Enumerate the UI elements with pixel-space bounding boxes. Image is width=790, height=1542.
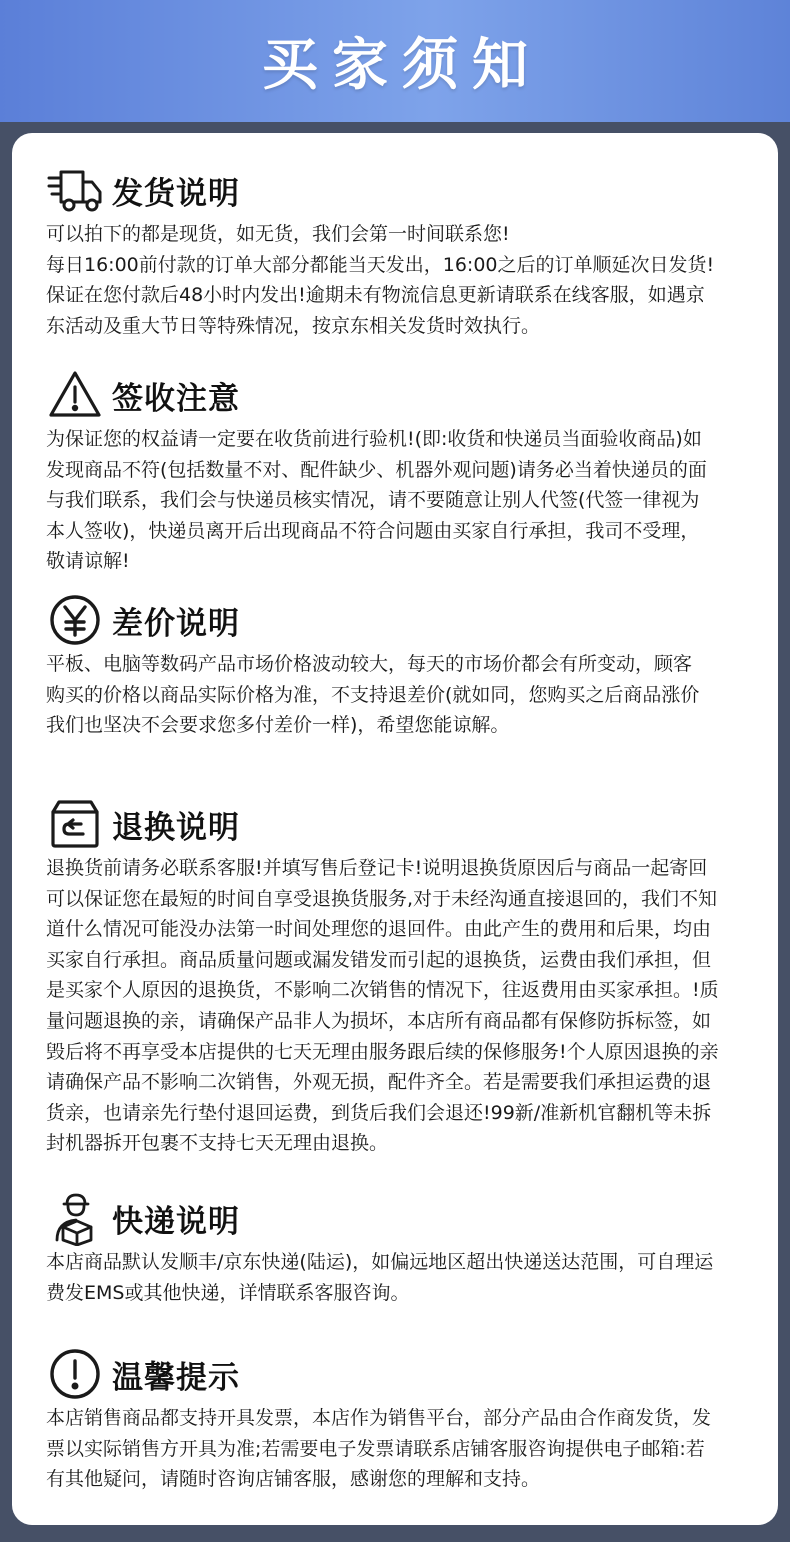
section-header: [46, 591, 774, 649]
page-title: 买家须知: [262, 33, 542, 98]
section-title: 签收注意: [112, 380, 240, 417]
section-header: [46, 1345, 774, 1403]
section-body: 为保证您的权益请一定要在收货前进行验机!(即:收货和快递员当面验收商品)如 发现商品不符(包括数量不对、配件缺少、机器外观问题)请务必当着快递员的面 与我们联系，我们会与快递员核实情况，请不要随意让别人代签(代签一律视为 本人签收)，快递员离开后出现商品不符合问题由买家自行承担，我司不受理， 敬请谅解!: [46, 428, 707, 573]
section-body: 本店销售商品都支持开具发票，本店作为销售平台，部分产品由合作商发货，发 票以实际销售方开具为准;若需要电子发票请联系店铺客服咨询提供电子邮箱:若 有其他疑问，请随时咨询店铺客服，感谢您的理解和支持。: [46, 1407, 712, 1491]
section-body: 平板、电脑等数码产品市场价格波动较大，每天的市场价都会有所变动，顾客 购买的价格以商品实际价格为准，不支持退差价(就如同，您购买之后商品涨价 我们也坚决不会要求您多付差价一样)，希望您能谅解。: [46, 653, 700, 737]
section-body: 本店商品默认发顺丰/京东快递(陆运)，如偏远地区超出快递送达范围，可自理运 费发EMS或其他快递，详情联系客服咨询。: [46, 1251, 714, 1304]
section-title: 发货说明: [112, 175, 240, 212]
section-signing: [46, 366, 774, 577]
section-body: 退换货前请务必联系客服!并填写售后登记卡!说明退换货原因后与商品一起寄回 可以保证您在最短的时间自享受退换货服务,对于未经沟通直接退回的，我们不知 道什么情况可能没办法第一时间处理您的退回件。由此产生的费用和后果，均由 买家自行承担。商品质量问题或漏发错发而引起的退换货，运费由我们承担，但 是买家个人原因的退换货，不影响二次销售的情况下，往返费用由买家承担。!质 量问题退换的亲，请确保产品非人为损坏，本店所有商品都有保修防拆标签，如 毁后将不再享受本店提供的七天无理由服务跟后续的保修服务!个人原因退换的亲 请确保产品不影响二次销售，外观无损，配件齐全。若是需要我们承担运费的退 货亲，也请亲先行垫付退回运费，到货后我们会退还!99新/准新机官翻机等未拆 封机器拆开包裹不支持七天无理由退换。: [46, 857, 719, 1155]
section-body: 可以拍下的都是现货，如无货，我们会第一时间联系您! 每日16:00前付款的订单大部分都能当天发出，16:00之后的订单顺延次日发货! 保证在您付款后48小时内发出!逾期未有物流信息更新请联系在线客服，如遇京 东活动及重大节日等特殊情况，按京东相关发货时效执行。: [46, 223, 715, 337]
section-title: 温馨提示: [112, 1359, 240, 1396]
header-banner: [0, 0, 790, 122]
yen-coin-icon: [46, 591, 104, 649]
section-header: [46, 366, 774, 424]
section-header: [46, 795, 774, 853]
delivery-truck-icon: [46, 161, 104, 219]
return-box-icon: [46, 795, 104, 853]
section-header: [46, 1189, 774, 1247]
section-title: 快递说明: [112, 1203, 240, 1240]
section-title: 差价说明: [112, 605, 240, 642]
exclamation-circle-icon: [46, 1345, 104, 1403]
section-price-difference: [46, 591, 774, 741]
section-title: 退换说明: [112, 809, 240, 846]
section-shipping: [46, 161, 774, 341]
section-courier: [46, 1189, 774, 1308]
section-tips: [46, 1345, 774, 1495]
section-returns: [46, 795, 774, 1159]
notice-card: [12, 133, 778, 1525]
warning-triangle-icon: [46, 366, 104, 424]
courier-icon: [46, 1189, 104, 1247]
section-header: [46, 161, 774, 219]
